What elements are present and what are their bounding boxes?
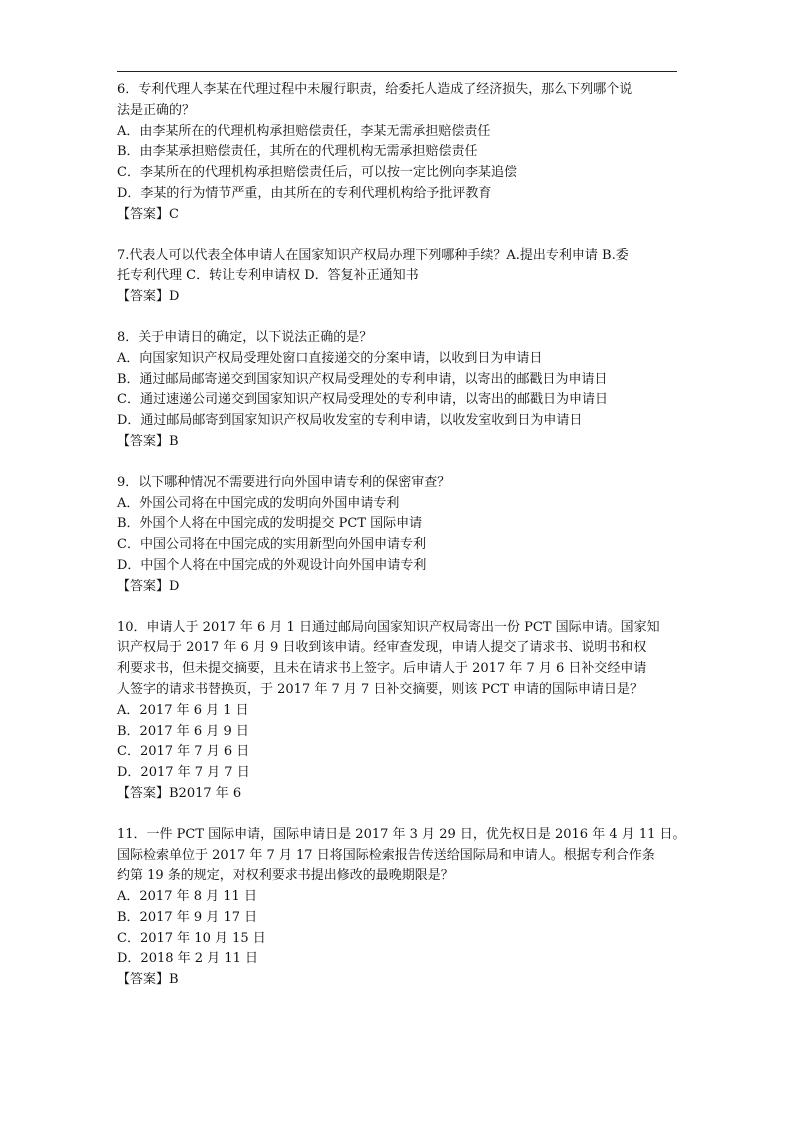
question-line: B．2017 年 9 月 17 日 [117,909,258,925]
answer-line: 【答案】B [117,972,179,988]
question-line: B．外国个人将在中国完成的发明提交 PCT 国际申请 [117,516,423,532]
question-text: 11．一件 PCT 国际申请，国际申请日是 2017 年 3 月 29 日，优先权日是 2016 年 4 月 11 日。 [117,826,686,842]
question-line: A．2017 年 8 月 11 日 [117,889,257,905]
answer-line: 【答案】B [117,433,179,449]
question-line: A．向国家知识产权局受理处窗口直接递交的分案申请，以收到日为申请日 [117,350,543,366]
question-block [117,618,687,805]
question-block [117,246,687,308]
question-line: C．通过速递公司递交到国家知识产权局受理处的专利申请，以寄出的邮戳日为申请日 [117,392,608,408]
question-block [117,80,687,226]
question-line: C．李某所在的代理机构承担赔偿责任后，可以按一定比例向李某追偿 [117,165,517,181]
question-line: C．2017 年 10 月 15 日 [117,930,266,946]
question-line: 识产权局于 2017 年 6 月 9 日收到该申请。经审查发现，申请人提交了请求书、说明书和权 [117,640,647,656]
question-line: 托专利代理 C．转让专利申请权 D．答复补正通知书 [117,268,419,284]
answer-line: 【答案】D [117,578,180,594]
question-line: B．通过邮局邮寄递交到国家知识产权局受理处的专利申请，以寄出的邮戳日为申请日 [117,371,608,387]
question-line: D．通过邮局邮寄到国家知识产权局收发室的专利申请，以收发室收到日为申请日 [117,413,583,429]
question-list [117,80,687,1011]
question-line: B．由李某承担赔偿责任，其所在的代理机构无需承担赔偿责任 [117,144,478,160]
question-line: 利要求书，但未提交摘要，且未在请求书上签字。后申请人于 2017 年 7 月 6 日补交经申请 [117,661,647,677]
question-line: 约第 19 条的规定，对权利要求书提出修改的最晚期限是？ [117,868,454,884]
question-block [117,328,687,453]
question-text: 10．申请人于 2017 年 6 月 1 日通过邮局向国家知识产权局寄出一份 PCT 国际申请。国家知 [117,619,660,635]
question-line: C．中国公司将在中国完成的实用新型向外国申请专利 [117,537,426,553]
question-line: B．2017 年 6 月 9 日 [117,723,249,739]
question-text: 7.代表人可以代表全体申请人在国家知识产权局办理下列哪种手续？A.提出专利申请 B.委 [117,247,629,263]
question-line: D．2018 年 2 月 11 日 [117,951,258,967]
answer-line: 【答案】B2017 年 6 [117,785,242,801]
question-line: D．中国个人将在中国完成的外观设计向外国申请专利 [117,557,427,573]
question-line: A．2017 年 6 月 1 日 [117,702,249,718]
question-block [117,473,687,598]
question-line: A．由李某所在的代理机构承担赔偿责任，李某无需承担赔偿责任 [117,123,491,139]
question-text: 9．以下哪种情况不需要进行向外国申请专利的保密审查？ [117,474,451,490]
question-line: D．李某的行为情节严重，由其所在的专利代理机构给予批评教育 [117,185,492,201]
question-line: 人签字的请求书替换页，于 2017 年 7 月 7 日补交摘要，则该 PCT 申请的国际申请日是？ [117,681,644,697]
question-line: D．2017 年 7 月 7 日 [117,765,250,781]
question-line: A．外国公司将在中国完成的发明向外国申请专利 [117,495,400,511]
question-line: 国际检索单位于 2017 年 7 月 17 日将国际检索报告传送给国际局和申请人。根据专利合作条 [117,847,655,863]
answer-line: 【答案】D [117,289,180,305]
question-line: C．2017 年 7 月 6 日 [117,744,250,760]
answer-line: 【答案】C [117,206,179,222]
question-text: 8．关于申请日的确定，以下说法正确的是？ [117,329,373,345]
question-block [117,825,687,991]
question-text: 6．专利代理人李某在代理过程中未履行职责，给委托人造成了经济损失，那么下列哪个说 [117,82,633,97]
header-rule [117,71,677,72]
question-line: 法是正确的？ [117,102,196,118]
